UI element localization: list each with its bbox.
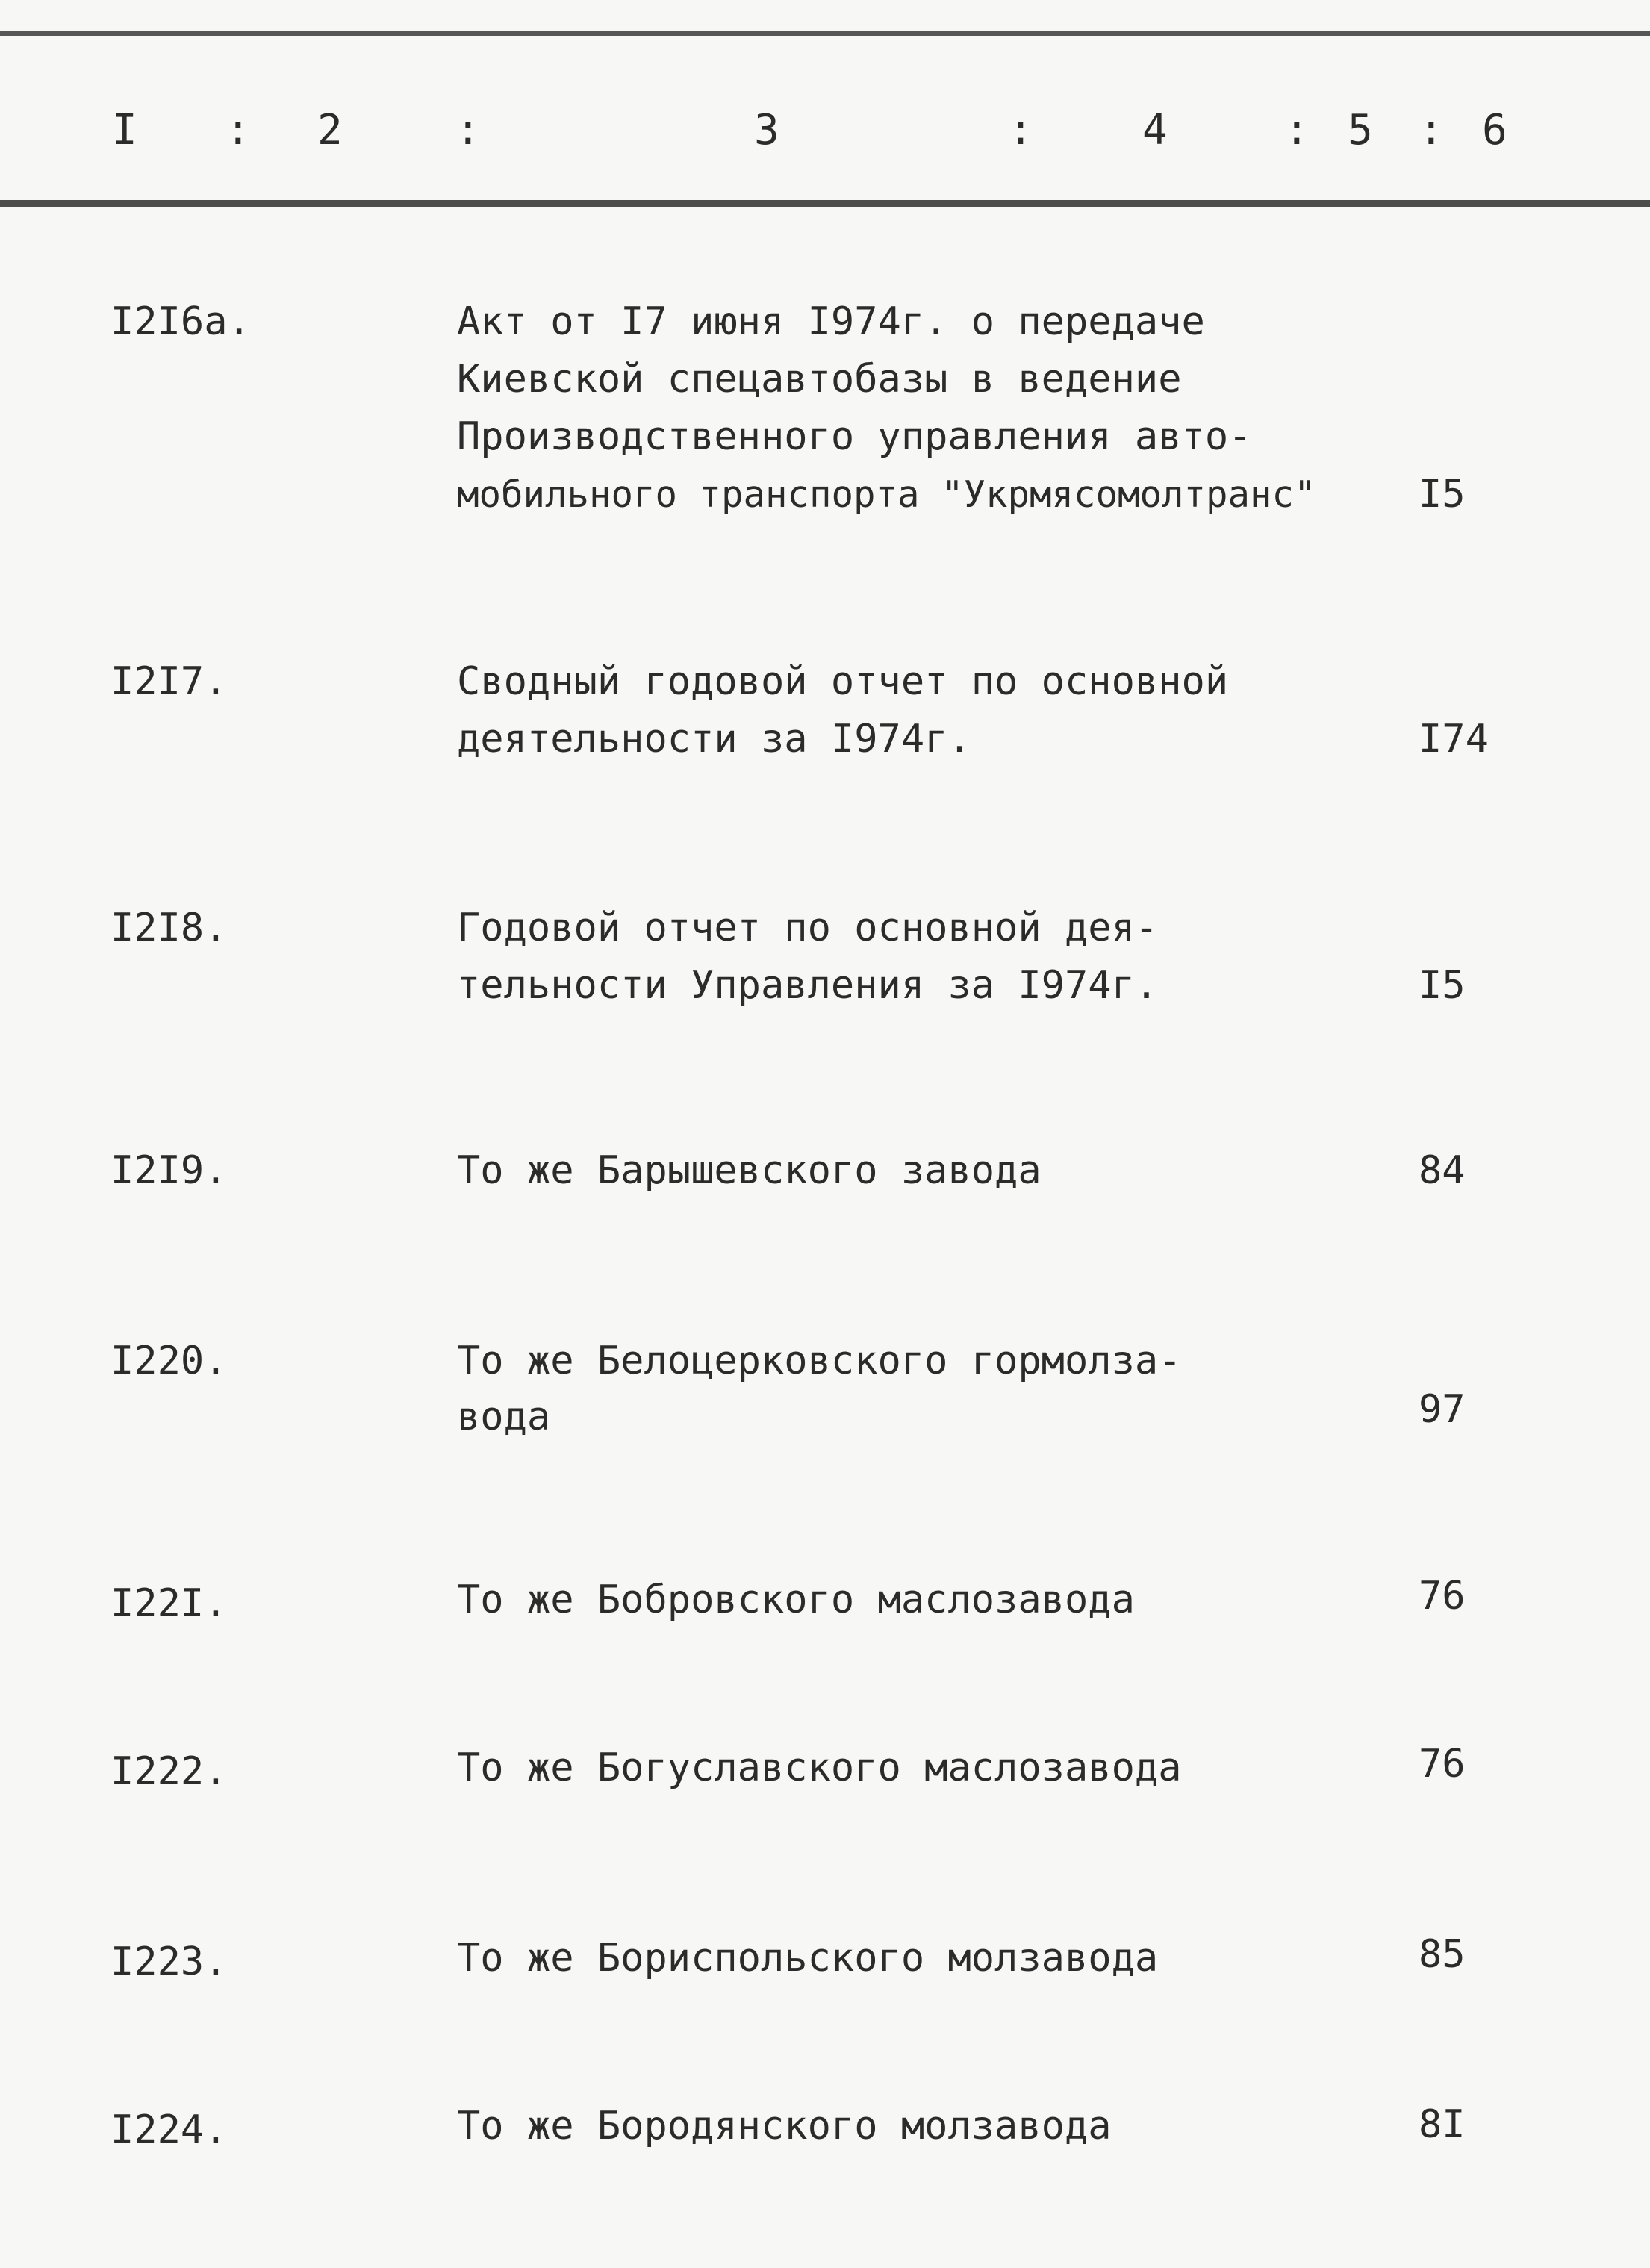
header-sep-5: : [1419,106,1444,155]
entry-pages: 97 [1419,1387,1466,1432]
entry-text-line: Годовой отчет по основной дея- [457,906,1159,950]
header-sep-3: : [1008,106,1033,155]
entry-pages: 85 [1419,1932,1466,1977]
entry-text-line: мобильного транспорта "Укрмясомолтранс" [457,473,1316,516]
header-col-4: 4 [1142,106,1168,155]
entry-pages: I5 [1419,472,1466,517]
entry-number: I2I9. [110,1148,228,1193]
entry-text-line: То же Бориспольского молзавода [457,1936,1159,1981]
entry-text-line: То же Бородянского молзавода [457,2104,1112,2149]
header-sep-1: : [225,106,251,155]
header-sep-2: : [455,106,481,155]
entry-text-line: тельности Управления за I974г. [457,963,1159,1008]
entry-text-line: То же Бобровского маслозавода [457,1577,1135,1622]
entry-pages: 84 [1419,1148,1466,1193]
entry-text-line: Производственного управления авто- [457,414,1252,459]
entry-text-line: Киевской спецавтобазы в ведение [457,357,1182,402]
entry-number: I222. [110,1749,228,1794]
entry-pages: 76 [1419,1574,1466,1619]
entry-pages: I5 [1419,963,1466,1008]
entry-text-line: То же Богуславского маслозавода [457,1745,1182,1790]
entry-text-line: деятельности за I974г. [457,717,971,761]
entry-number: I22I. [110,1581,228,1626]
entry-text-line: То же Барышевского завода [457,1148,1042,1193]
header-col-3: 3 [754,106,779,155]
entry-text-line: Сводный годовой отчет по основной [457,659,1229,704]
entry-number: I223. [110,1940,228,1984]
entry-number: I2I7. [110,659,228,704]
entry-number: I220. [110,1339,228,1383]
entry-text-line: вода [457,1395,551,1439]
header-sep-4: : [1284,106,1310,155]
header-col-1: I [112,106,137,155]
entry-pages: I74 [1419,717,1489,761]
entry-pages: 8I [1419,2102,1466,2147]
header-col-2: 2 [317,106,343,155]
top-rule [0,31,1650,36]
entry-number: I2I6a. [110,299,251,344]
header-rule [0,200,1650,207]
entry-text-line: Акт от I7 июня I974г. о передаче [457,299,1205,344]
entry-number: I224. [110,2107,228,2152]
header-col-5: 5 [1348,106,1373,155]
entry-text-line: То же Белоцерковского гормолза- [457,1339,1182,1383]
entry-number: I2I8. [110,906,228,950]
header-col-6: 6 [1482,106,1507,155]
entry-pages: 76 [1419,1742,1466,1786]
